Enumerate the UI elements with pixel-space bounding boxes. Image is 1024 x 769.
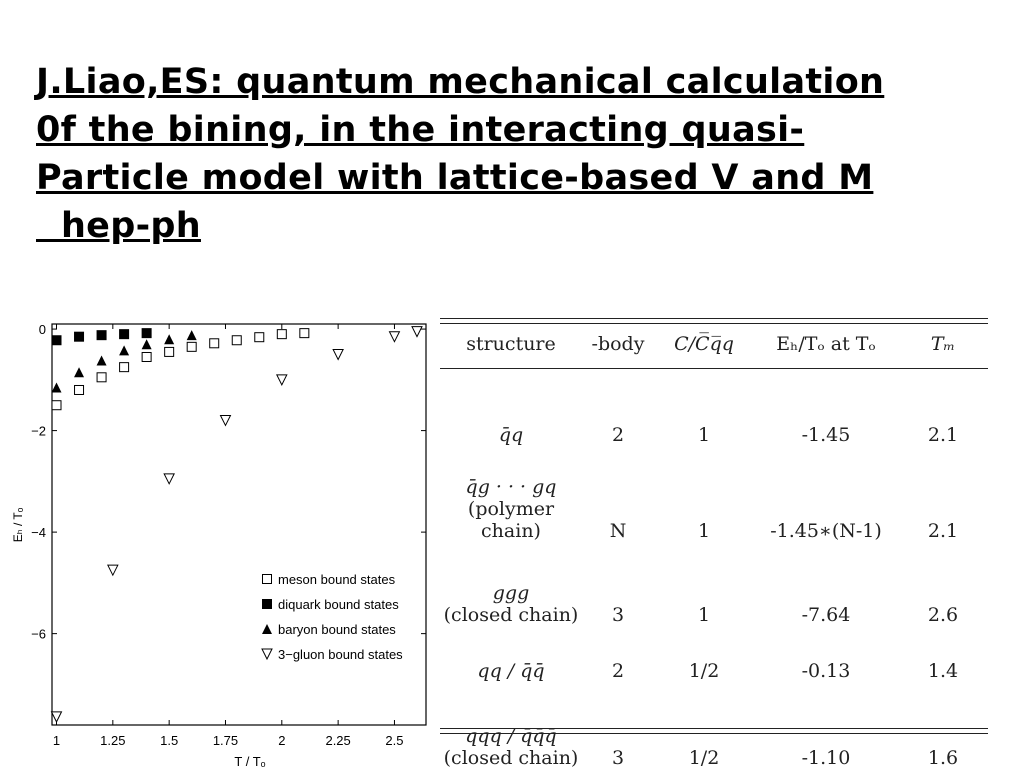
cell-body-cell [582,446,654,542]
cell-structure-line: qqq / q̄q̄q̄ [465,725,557,747]
cell-binding-energy-cell [754,626,898,682]
cell-c-ratio: 1 [697,604,711,626]
baryon-point [52,382,62,392]
cell-tm: 1.4 [927,660,959,682]
meson-point [277,330,286,339]
y-tick-label: −6 [31,626,46,642]
diquark-point [120,330,129,339]
cell-body: 2 [611,660,625,682]
header-structure: structure [466,333,556,355]
cell-structure-line: q̄g · · · gq [465,476,557,498]
cell-body-cell [582,372,654,446]
meson-point [165,347,174,356]
diquark-point [142,329,151,338]
cell-body: N [609,520,627,542]
gluon-point [220,415,230,425]
meson-point [120,363,129,372]
cell-c-ratio-cell [654,626,754,682]
baryon-point [142,339,152,349]
cell-structure [440,372,582,446]
cell-tm-cell [898,542,988,626]
meson-point [210,339,219,348]
gluon-point [277,375,287,385]
binding-energy-scatter-chart [0,315,432,768]
cell-body-cell [582,626,654,682]
x-tick-label: 2.5 [385,733,404,748]
baryon-point [97,356,107,366]
x-tick-label: 2 [278,733,286,748]
table-row [440,682,988,769]
cell-c-ratio-cell [654,682,754,769]
diquark-point [52,336,61,345]
cell-binding-energy-cell [754,446,898,542]
diquark-point [97,331,106,340]
gluon-point [412,327,422,337]
cell-structure-line: (closed chain) [443,604,579,626]
table-row [440,626,988,682]
baryon-point [164,334,174,344]
header-body: -body [591,333,645,355]
legend-marker [262,649,272,659]
cell-body: 3 [611,747,625,769]
slide-title-line: Particle model with lattice-based V and M [36,158,874,198]
cell-c-ratio-cell [654,446,754,542]
cell-c-ratio: 1/2 [688,747,720,769]
legend-marker [262,624,272,634]
baryon-point [74,367,84,377]
cell-structure-line: (closed chain) [443,747,579,769]
cell-tm-cell [898,682,988,769]
slide-title [36,58,1006,250]
cell-binding-energy: -1.45 [801,424,851,446]
cell-c-ratio: 1/2 [688,660,720,682]
x-tick-label: 1.5 [160,733,179,748]
legend-label: meson bound states [278,572,396,587]
x-tick-label: 2.25 [325,733,351,748]
legend-marker [263,600,272,609]
cell-tm: 2.1 [927,520,959,542]
table-header-row [440,316,988,372]
cell-body: 3 [611,604,625,626]
gluon-point [108,565,118,575]
legend-label: baryon bound states [278,622,396,637]
cell-structure-line: q̄q [498,424,524,446]
cell-c-ratio-cell [654,372,754,446]
header-binding-energy: Eₕ/Tₒ at Tₒ [776,333,876,355]
cell-structure-line: qq / q̄q̄ [477,660,545,682]
cell-binding-energy: -1.10 [801,747,851,769]
cell-c-ratio-cell [654,542,754,626]
cell-c-ratio: 1 [697,520,711,542]
slide-title-line: hep-ph [36,206,201,246]
slide-title-line: 0f the bining, in the interacting quasi- [36,110,805,150]
gluon-point [52,712,62,722]
cell-tm: 1.6 [927,747,959,769]
header-c-ratio: C/C̅q̅q [674,333,734,355]
meson-point [300,329,309,338]
y-tick-label: −2 [31,423,46,439]
meson-point [187,342,196,351]
gluon-point [333,349,343,359]
cell-c-ratio: 1 [697,424,711,446]
table-row [440,542,988,626]
meson-point [232,336,241,345]
gluon-point [389,332,399,342]
meson-point [52,401,61,410]
y-axis-label: Eₕ / Tₒ [11,507,25,543]
plot-frame [52,324,426,725]
y-tick-label: −4 [31,525,46,541]
cell-body: 2 [611,424,625,446]
cell-binding-energy: -7.64 [801,604,851,626]
baryon-point [187,330,197,340]
y-tick-label: 0 [38,322,46,338]
meson-point [97,373,106,382]
meson-point [75,385,84,394]
cell-binding-energy-cell [754,682,898,769]
legend-label: diquark bound states [278,597,399,612]
table-grid [440,316,988,769]
header-tm: Tₘ [930,333,956,355]
cell-structure [440,626,582,682]
legend-marker [263,575,272,584]
table-row [440,446,988,542]
table-row [440,372,988,446]
meson-point [255,333,264,342]
cell-binding-energy: -1.45∗(N-1) [770,520,882,542]
cell-tm: 2.1 [927,424,959,446]
cell-body-cell [582,682,654,769]
meson-point [142,352,151,361]
cell-tm-cell [898,626,988,682]
cell-tm: 2.6 [927,604,959,626]
cell-structure [440,446,582,542]
cell-tm-cell [898,446,988,542]
legend-label: 3−gluon bound states [278,647,403,662]
gluon-point [164,474,174,484]
baryon-point [119,345,129,355]
x-tick-label: 1.25 [100,733,126,748]
cell-body-cell [582,542,654,626]
diquark-point [75,332,84,341]
cell-structure [440,682,582,769]
cell-structure-line: (polymer chain) [467,498,555,542]
slide-title-line: J.Liao,ES: quantum mechanical calculation [36,62,885,102]
x-axis-label: T / Tₒ [234,754,266,768]
x-tick-label: 1 [52,733,61,748]
cell-structure [440,542,582,626]
cell-structure-line: ggg [492,582,530,604]
cell-binding-energy-cell [754,372,898,446]
cell-tm-cell [898,372,988,446]
x-tick-label: 1.75 [212,733,239,748]
cell-binding-energy-cell [754,542,898,626]
cell-binding-energy: -0.13 [801,660,851,682]
